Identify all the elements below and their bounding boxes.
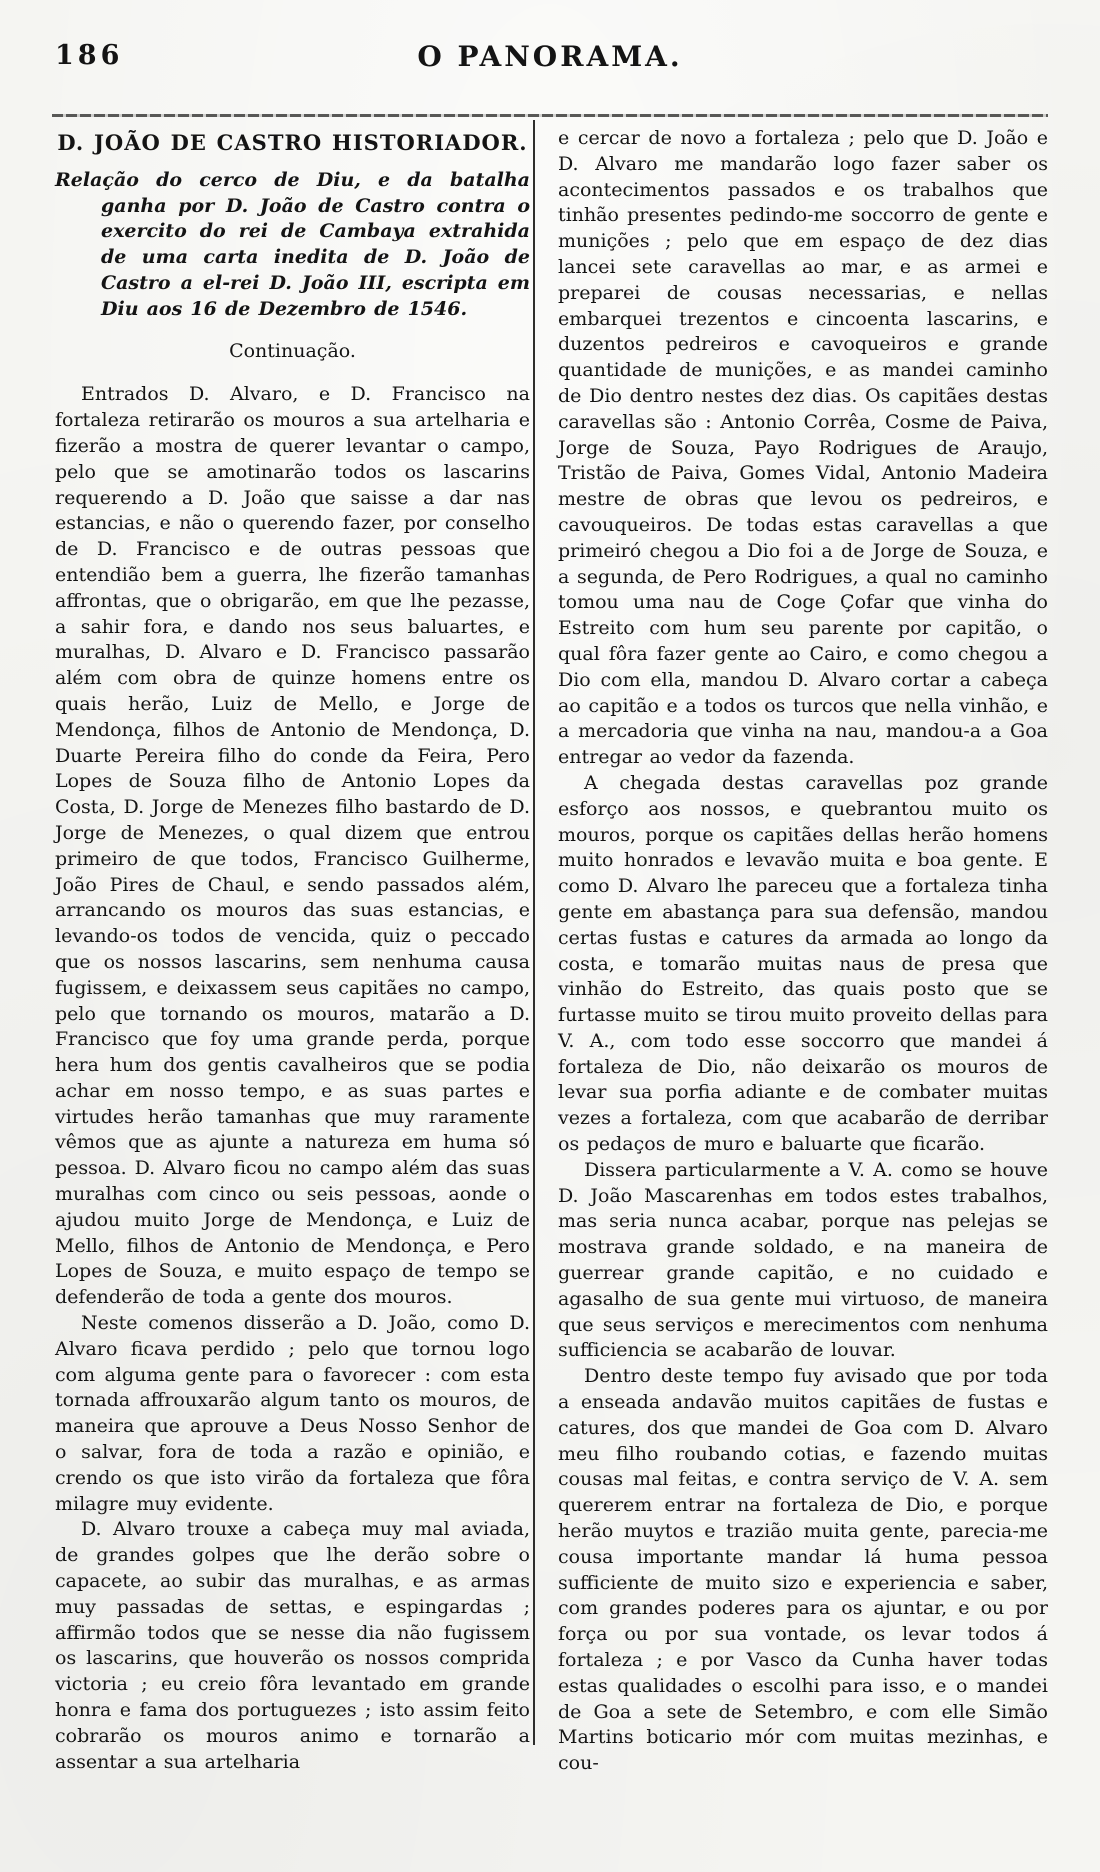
paragraph: Dentro deste tempo fuy avisado que por toda a enseada andavão muitos capitães de fustas e catures, dos que mandei de Goa com D. Alvaro meu filho roubando cotias, e fazendo muitas cousas mal feitas, e contra serviço de V. A. sem quererem entrar na fortaleza de Dio, e porque herão muytos e trazião muita gente, parecia-me cousa importante mandar lá huma pessoa sufficiente de muito sizo e experiencia e saber, com grandes poderes para os ajuntar, e ou por força ou por sua vontade, os levar todos á fortaleza ; e por Vasco da Cunha haver todas estas qualidades o escolhi para isso, e o mandei de Goa a sete de Setembro, e com elle Simão Martins boticario mór com muitas mezinhas, e cou- [558,1365,1048,1775]
paragraph: Neste comenos disserão a D. João, como D. Alvaro ficava perdido ; pelo que tornou logo com alguma gente para o favorecer : com esta tornada affrouxarão algum tanto os mouros, de maneira que aprouve a Deus Nosso Senhor de o salvar, fora de toda a razão e opinião, e crendo os que isto virão da fortaleza que fôra milagre muy evidente. [55,1312,530,1515]
continuation-label: Continuação. [229,339,356,362]
paragraph: Entrados D. Alvaro, e D. Francisco na fortaleza retirarão os mouros a sua artelharia e fizerão a mostra de querer levantar o campo, pelo que se amotinarão todos os lascarins requerendo a D. João que saisse a dar nas estancias, e não o querendo fazer, por conselho de D. Francisco e de outras pessoas que entendião bem a guerra, lhe fizerão tamanhas affrontas, que o obrigarão, em que lhe pezasse, a sahir fora, e dando nos seus baluartes, e muralhas, D. Alvaro e D. Francisco passarão além com obra de quinze homens entre os quais herão, Luiz de Mello, e Jorge de Mendonça, filhos de Antonio de Mendonça, D. Duarte Pereira filho do conde da Feira, Pero Lopes de Souza filho de Antonio Lopes da Costa, D. Jorge de Menezes filho bastardo de D. Jorge de Menezes, o qual dizem que entrou primeiro de que todos, Francisco Guilherme, João Pires de Chaul, e sendo passados além, arrancando os mouros das suas estancias, e levando-os todos de vencida, quiz o peccado que os nossos lascarins, sem nenhuma causa fugissem, e deixassem seus capitães no campo, pelo que tornando os mouros, matarão a D. Francisco que foy uma grande perda, porque hera hum dos gentis cavalheiros que se podia achar em nosso tempo, e as suas partes e virtudes herão tamanhas que muy raramente vêmos que as ajunte a natureza em huma só pessoa. D. Alvaro ficou no campo além das suas muralhas com cinco ou seis pessoas, aonde o ajudou muito Jorge de Mendonça, e Luiz de Mello, filhos de Antonio de Mendonça, e Pero Lopes de Souza, e muito espaço de tempo se defenderão de toda a gente dos mouros. [55,383,530,1309]
paragraph: e cercar de novo a fortaleza ; pelo que D. João e D. Alvaro me mandarão logo fazer saber os acontecimentos passados e os trabalhos que tinhão presentes pedindo-me soccorro de gente e munições ; pelo que em espaço de dez dias lancei sete caravellas ao mar, e as armei e preparei de cousas necessarias, e nellas embarquei trezentos e cincoenta lascarins, e duzentos pedreiros e cavoqueiros e grande quantidade de munições, e as mandei caminho de Dio dentro nestes dez dias. Os capitães destas caravellas são : Antonio Corrêa, Cosme de Paiva, Jorge de Souza, Payo Rodrigues de Araujo, Tristão de Paiva, Gomes Vidal, Antonio Madeira mestre de obras que levou os pedreiros, e cavouqueiros. De todas estas caravellas a que primeiró chegou a Dio foi a de Jorge de Souza, e a segunda, de Pero Rodrigues, a qual no caminho tomou uma nau de Coge Çofar que vinha do Estreito com hum seu parente por capitão, o qual fôra fazer gente ao Cairo, e como chegou a Dio com ella, mandou D. Alvaro cortar a cabeça ao capitão e a todos os turcos que nella vinhão, e a mercadoria que vinha na nau, mandou-a a Goa entregar ao vedor da fazenda. [558,127,1048,769]
paragraph: A chegada destas caravellas poz grande esforço aos nossos, e quebrantou muito os mouros, porque os capitães dellas herão homens muito honrados e levavão muita e boa gente. E como D. Alvaro lhe pareceu que a fortaleza tinha gente em abastança para sua defensão, mandou certas fustas e catures da armada ao longo da costa, e tomarão muitas naus de presa que vinhão do Estreito, das quais posto que se furtasse muito se tirou muito proveito dellas para V. A., com todo esse soccorro que mandei á fortaleza de Dio, não deixarão os mouros de levar sua porfia adiante e de combater muitas vezes a fortaleza, com que acabarão de derribar os pedaços de muro e baluarte que ficarão. [558,771,1048,1156]
header-rule [52,114,1048,117]
page-number: 186 [55,40,124,71]
right-column [558,126,1048,1777]
article-heading: D. JOÃO DE CASTRO HISTORIADOR. [57,130,528,155]
left-column [55,126,530,1777]
masthead-title: O PANORAMA. [417,40,683,73]
paragraph: Dissera particularmente a V. A. como se houve D. João Mascarenhas em todos estes trabalhos, mas seria nunca acabar, porque nas pelejas se mostrava grande soldado, e na maneira de guerrear grande capitão, e no cuidado e agasalho de sua gente mui virtuoso, de maneira que seus serviços e merecimentos com nenhuma sufficiencia se acabarão de louvar. [558,1158,1048,1362]
two-column-layout [55,126,1048,1777]
article-subtitle: Relação do cerco de Diu, e da batalha ganha por D. João de Castro contra o exercito do rei de Cambaya extrahida de uma carta inedita de D. João de Castro a el-rei D. João III, escripta em Diu aos 16 de Dezembro de 1546. [55,168,530,320]
paragraph: D. Alvaro trouxe a cabeça muy mal aviada, de grandes golpes que lhe derão sobre o capacete, ao subir das muralhas, e as armas muy passadas de settas, e espingardas ; affirmão todos que se nesse dia não fugissem os lascarins, que houverão os nossos comprida victoria ; eu creio fôra levantado em grande honra e fama dos portuguezes ; isto assim feito cobrarão os mouros animo e tornarão a assentar a sua artelharia [55,1518,530,1773]
